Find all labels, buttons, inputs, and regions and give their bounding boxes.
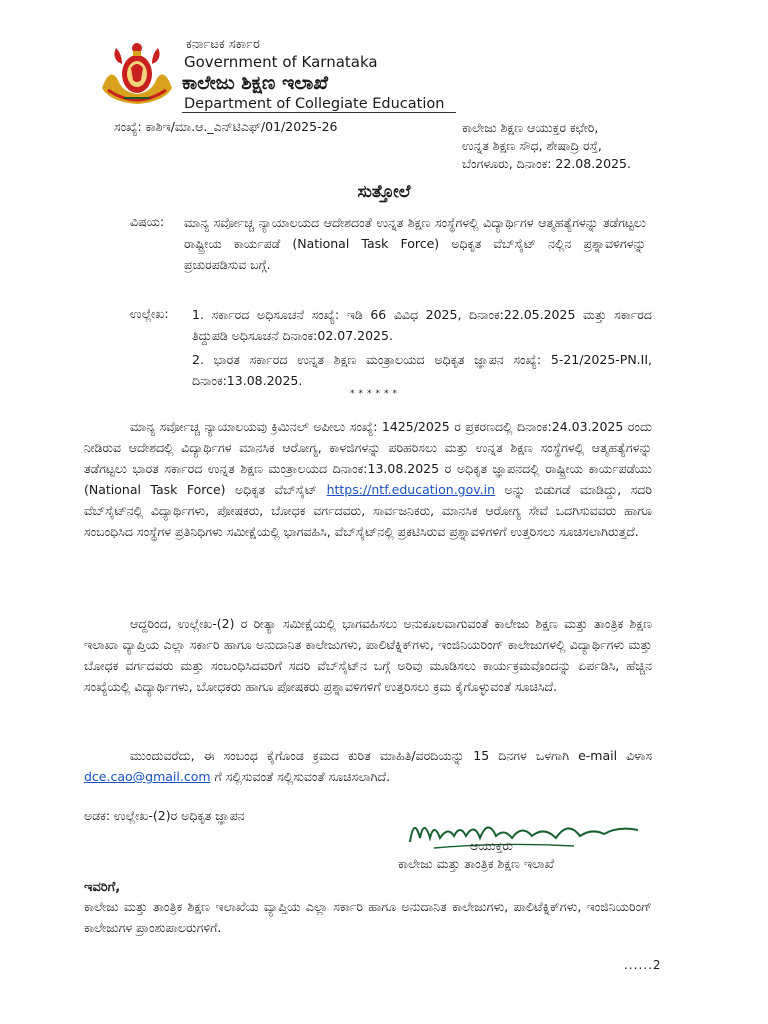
subject-label: ವಿಷಯ:	[130, 214, 165, 229]
govt-kannada: ಕರ್ನಾಟಕ ಸರ್ಕಾರ	[186, 37, 260, 52]
references-label: ಉಲ್ಲೇಖ:	[130, 306, 169, 321]
page-continuation: ......2	[624, 958, 662, 972]
dept-kannada: ಕಾಲೇಜು ಶಿಕ್ಷಣ ಇಲಾಖೆ	[182, 72, 328, 94]
body-paragraph-3	[84, 745, 652, 787]
enclosure-note: ಅಡಕ: ಉಲ್ಲೇಖ-(2)ರ ಅಧಿಕೃತ ಜ್ಞಾಪನ	[84, 808, 245, 823]
govt-english: Government of Karnataka	[184, 53, 378, 71]
address-line-1: ಕಾಲೇಜು ಶಿಕ್ಷಣ ಆಯುಕ್ತರ ಕಛೇರಿ,	[462, 120, 599, 135]
section-separator: ******	[350, 389, 401, 399]
header-divider	[182, 112, 456, 113]
para1-text-start: ಮಾನ್ಯ ಸರ್ವೋಚ್ಚ ನ್ಯಾಯಾಲಯವು ಕ್ರಿಮಿನಲ್ ಅಪೀಲು ಸಂಖ್ಯೆ: 1425/2025 ರ ಪ್ರಕರಣದಲ್ಲಿ ದಿನಾಂಕ:24.03.2025 ರಂದು ನೀಡಿರುವ ಆದೇಶದಲ್ಲಿ ವಿದ್ಯಾರ್ಥಿಗಳ ಮಾನಸಿಕ ಆರೋಗ್ಯ, ಕಾಳಜಿಗಳನ್ನು ಪರಿಹರಿಸಲು ಮತ್ತು ಉನ್ನತ ಶಿಕ್ಷಣ ಸಂಸ್ಥೆಗಳಲ್ಲಿ ಆತ್ಮಹತ್ಯೆಗಳನ್ನು ತಡೆಗಟ್ಟಲು ಭಾರತ ಸರ್ಕಾರದ ಉನ್ನತ ಶಿಕ್ಷಣ ಮಂತ್ರಾಲಯದ ದಿನಾಂಕ:13.08.2025 ರ ಅಧಿಕೃತ ಜ್ಞಾಪನದಲ್ಲಿ ರಾಷ್ಟ್ರೀಯ ಕಾರ್ಯಪಡೆಯು (National Task Force) ಅಧಿಕೃತ ವೆಬ್‌ಸೈಟ್	[84, 419, 652, 497]
body-paragraph-2: ಆದ್ದರಿಂದ, ಉಲ್ಲೇಖ-(2) ರ ರೀತ್ಯಾ ಸಮೀಕ್ಷೆಯಲ್ಲಿ ಭಾಗವಹಿಸಲು ಅನುಕೂಲವಾಗುವಂತೆ ಕಾಲೇಜು ಶಿಕ್ಷಣ ಮತ್ತು ತಾಂತ್ರಿಕ ಶಿಕ್ಷಣ ಇಲಾಖಾ ವ್ಯಾಪ್ತಿಯ ಎಲ್ಲಾ ಸರ್ಕಾರಿ ಹಾಗೂ ಅನುದಾನಿತ ಕಾಲೇಜುಗಳು, ಪಾಲಿಟೆಕ್ನಿಕ್‌ಗಳು, ಇಂಜಿನಿಯರಿಂಗ್ ಕಾಲೇಜುಗಳಲ್ಲಿ ವಿದ್ಯಾರ್ಥಿಗಳು ಮತ್ತು ಬೋಧಕ ವರ್ಗದವರು ಮತ್ತು ಸಂಬಂಧಿಸಿದವರಿಗೆ ಸದರಿ ವೆಬ್‌ಸೈಟ್‌ನ ಬಗ್ಗೆ ಅರಿವು ಮೂಡಿಸಲು ಕಾರ್ಯಕ್ರಮವೊಂದನ್ನು ಏರ್ಪಡಿಸಿ, ಹೆಚ್ಚಿನ ಸಂಖ್ಯೆಯಲ್ಲಿ ವಿದ್ಯಾರ್ಥಿಗಳು, ಬೋಧಕರು ಹಾಗೂ ಪೋಷಕರು ಪ್ರಶ್ನಾವಳಿಗಳಿಗೆ ಉತ್ತರಿಸಲು ಕ್ರಮ ಕೈಗೊಳ್ಳುವಂತೆ ಸೂಚಿಸಿದೆ.	[84, 616, 652, 694]
address-line-2: ಉನ್ನತ ಶಿಕ್ಷಣ ಸೌಧ, ಶೇಷಾದ್ರಿ ರಸ್ತೆ,	[462, 138, 602, 153]
circular-title: ಸುತ್ತೋಲೆ	[357, 182, 411, 202]
contact-email-link[interactable]: dce.cao@gmail.com	[84, 769, 211, 784]
body-paragraph-1	[84, 416, 652, 542]
office-address	[462, 119, 631, 173]
address-line-3: ಬೆಂಗಳೂರು, ದಿನಾಂಕ: 22.08.2025.	[462, 156, 631, 171]
ntf-website-link[interactable]: https://ntf.education.gov.in	[326, 482, 496, 497]
reference-number: ಸಂಖ್ಯೆ: ಕಾಶಿಇ/ಮಾ.ಆ._ಎನ್‌ಟಿಎಫ್/01/2025-26	[114, 119, 338, 134]
para3-text-end: ಗೆ ಸಲ್ಲಿಸುವಂತೆ ಸಲ್ಲಿಸುವಂತೆ ಸೂಚಿಸಲಾಗಿದೆ.	[214, 769, 391, 784]
subject-text: ಮಾನ್ಯ ಸರ್ವೋಚ್ಚ ನ್ಯಾಯಾಲಯದ ಆದೇಶದಂತೆ ಉನ್ನತ ಶಿಕ್ಷಣ ಸಂಸ್ಥೆಗಳಲ್ಲಿ ವಿದ್ಯಾರ್ಥಿಗಳ ಆತ್ಮಹತ್ಯೆಗಳನ್ನು ತಡೆಗಟ್ಟಲು ರಾಷ್ಟ್ರೀಯ ಕಾರ್ಯಪಡೆ (National Task Force) ಅಧಿಕೃತ ವೆಬ್‌ಸೈಟ್ ನಲ್ಲಿನ ಪ್ರಶ್ನಾವಳಿಗಳನ್ನು ಪ್ರಚುರಪಡಿಸುವ ಬಗ್ಗೆ.	[184, 215, 646, 272]
signatory-designation: ಆಯುಕ್ತರು	[470, 838, 513, 853]
dept-english: Department of Collegiate Education	[184, 96, 445, 112]
commissioner-signature	[404, 808, 644, 860]
recipients-text: ಕಾಲೇಜು ಮತ್ತು ತಾಂತ್ರಿಕ ಶಿಕ್ಷಣ ಇಲಾಖೆಯ ವ್ಯಾಪ್ತಿಯ ಎಲ್ಲಾ ಸರ್ಕಾರಿ ಹಾಗೂ ಅನುದಾನಿತ ಕಾಲೇಜುಗಳು, ಪಾಲಿಟೆಕ್ನಿಕ್‌ಗಳು, ಇಂಜಿನಿಯರಿಂಗ್ ಕಾಲೇಜುಗಳ ಪ್ರಾಂಶುಪಾಲರುಗಳಿಗೆ.	[84, 899, 652, 935]
karnataka-emblem-icon	[98, 36, 176, 108]
para3-text-start: ಮುಂದುವರೆದು, ಈ ಸಂಬಂಧ ಕೈಗೊಂಡ ಕ್ರಮದ ಕುರಿತ ಮಾಹಿತಿ/ವರದಿಯನ್ನು 15 ದಿನಗಳ ಒಳಗಾಗಿ e-mail ವಿಳಾಸ	[130, 748, 652, 763]
signatory-department: ಕಾಲೇಜು ಮತ್ತು ತಾಂತ್ರಿಕ ಶಿಕ್ಷಣ ಇಲಾಖೆ	[398, 856, 555, 871]
recipients-heading: ಇವರಿಗೆ,	[84, 880, 121, 895]
reference-item-2: 2. ಭಾರತ ಸರ್ಕಾರದ ಉನ್ನತ ಶಿಕ್ಷಣ ಮಂತ್ರಾಲಯದ ಅಧಿಕೃತ ಜ್ಞಾಪನ ಸಂಖ್ಯೆ: 5-21/2025-PN.II, ದಿನಾಂಕ:13.08.2025.	[192, 352, 652, 388]
para1-text-end: ಅನ್ನು ಬಿಡುಗಡೆ ಮಾಡಿದ್ದು, ಸದರಿ ವೆಬ್‌ಸೈಟ್‌ನಲ್ಲಿ ವಿದ್ಯಾರ್ಥಿಗಳು, ಪೋಷಕರು, ಬೋಧಕ ವರ್ಗದವರು, ಸಾರ್ವಜನಿಕರು, ಮಾನಸಿಕ ಆರೋಗ್ಯ ಸೇವೆ ಒದಗಿಸುವವರು ಹಾಗೂ ಸಂಬಂಧಿಸಿದ ಸಂಸ್ಥೆಗಳ ಪ್ರತಿನಿಧಿಗಳು ಸಮೀಕ್ಷೆಯಲ್ಲಿ ಭಾಗವಹಿಸಿ, ವೆಬ್‌ಸೈಟ್‌ನಲ್ಲಿ ಪ್ರಕಟಿಸಿರುವ ಪ್ರಶ್ನಾವಳಿಗಳಿಗೆ ಉತ್ತರಿಸಲು ಸೂಚಿಸಲಾಗಿರುತ್ತದೆ.	[84, 482, 652, 539]
reference-item-1: 1. ಸರ್ಕಾರದ ಅಧಿಸೂಚನೆ ಸಂಖ್ಯೆ: ಇಡಿ 66 ವಿವಿಧ 2025, ದಿನಾಂಕ:22.05.2025 ಮತ್ತು ಸರ್ಕಾರದ ತಿದ್ದುಪಡಿ ಅಧಿಸೂಚನೆ ದಿನಾಂಕ:02.07.2025.	[192, 307, 652, 343]
